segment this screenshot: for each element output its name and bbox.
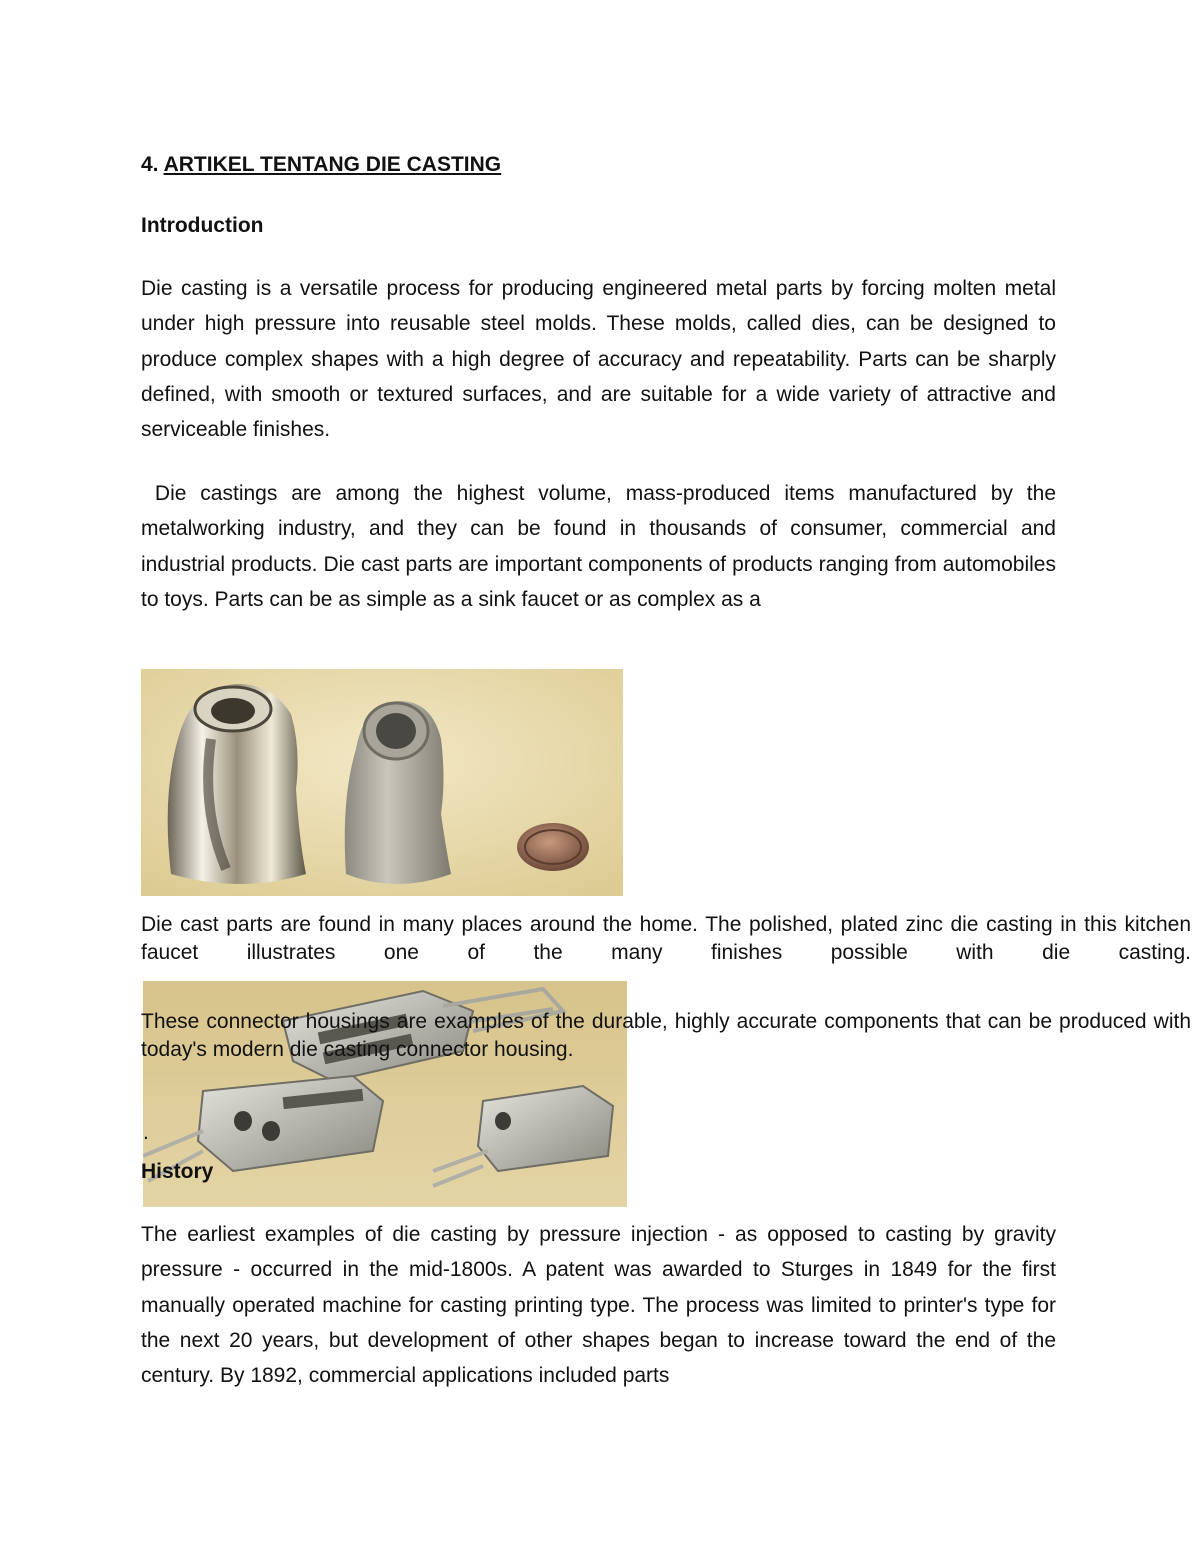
connector-caption: These connector housings are examples of the durable, highly accurate components that can be produced with today's modern die casting connector housing. — [141, 1010, 1191, 1061]
intro-paragraph-2: Die castings are among the highest volume, mass-produced items manufactured by the metalworking industry, and they can be found in thousands of consumer, commercial and industrial products. Die cast parts are important components of products ranging from automobiles to toys. Parts can be as simple as a sink faucet or as complex as a — [141, 482, 1062, 611]
article-title: ARTIKEL TENTANG DIE CASTING — [163, 153, 502, 176]
history-heading: History — [141, 1160, 214, 1183]
stray-period: . — [143, 1121, 149, 1144]
introduction-heading: Introduction — [141, 214, 264, 237]
faucet-caption: Die cast parts are found in many places around the home. The polished, plated zinc die casting in this kitchen faucet illustrates one of the many finishes possible with die casting. — [141, 913, 1191, 964]
article-heading — [141, 152, 501, 178]
intro-paragraph-1: Die casting is a versatile process for producing engineered metal parts by forcing molten metal under high pressure into reusable steel molds. These molds, called dies, can be designed to produce complex shapes with a high degree of accuracy and repeatability. Parts can be sharply defined, with smooth or textured surfaces, and are suitable for a wide variety of attractive and serviceable finishes. — [141, 277, 1056, 442]
faucet-photo — [141, 669, 623, 896]
article-number: 4. — [141, 153, 159, 176]
history-paragraph: The earliest examples of die casting by pressure injection - as opposed to casting by gravity pressure - occurred in the mid-1800s. A patent was awarded to Sturges in 1849 for the first manually operated machine for casting printing type. The process was limited to printer's type for the next 20 years, but development of other shapes began to increase toward the end of the century. By 1892, commercial applications included parts — [141, 1223, 1056, 1388]
